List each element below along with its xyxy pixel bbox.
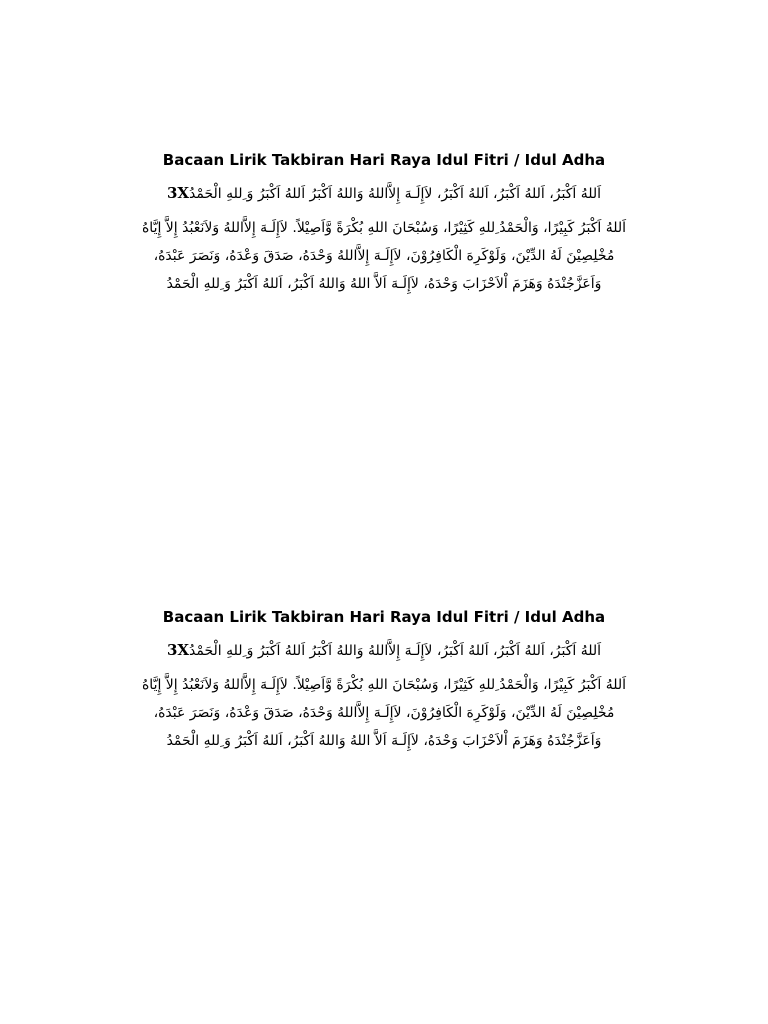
takbir-opening-line: [60, 636, 708, 665]
takbir-verse-line: وَاَعَزَّجُنْدَهُ وَهَزَمَ اْلاَحْزَابَ وَحْدَهُ، لاَإِلَـهَ اَلاَّ اللهُ وَاللهُ اَكْبَرُ، اَللهُ اَكْبَرُ وَ ِللهِ الْحَمْدُ: [166, 276, 602, 292]
takbir-verse-line: مُخْلِصِيْنَ لَهُ الدِّيْنَ، وَلَوْكَرِهَ الْكَافِرُوْنَ، لاَإِلَـهَ إِلاَّاللهُ وَحْدَهُ، صَدَقَ وَعْدَهُ، وَنَصَرَ عَبْدَهُ،: [153, 248, 615, 264]
takbir-verse-line: مُخْلِصِيْنَ لَهُ الدِّيْنَ، وَلَوْكَرِهَ الْكَافِرُوْنَ، لاَإِلَـهَ إِلاَّاللهُ وَحْدَهُ، صَدَقَ وَعْدَهُ، وَنَصَرَ عَبْدَهُ،: [153, 705, 615, 721]
repeat-count: 3X: [166, 184, 190, 202]
takbir-section-2: [60, 606, 708, 755]
takbir-verse-line: وَاَعَزَّجُنْدَهُ وَهَزَمَ اْلاَحْزَابَ وَحْدَهُ، لاَإِلَـهَ اَلاَّ اللهُ وَاللهُ اَكْبَرُ، اَللهُ اَكْبَرُ وَ ِللهِ الْحَمْدُ: [166, 733, 602, 749]
takbir-verse-line: اَللهُ اَكْبَرُ كَبِيْرًا، وَالْحَمْدُ ِللهِ كَثِيْرًا، وَسُبْحَانَ اللهِ بُكْرَةً وَّاَصِيْلاً. لاَإِلَـهَ إِلاَّاللهُ وَلاَنَعْبُدُ إِلاَّ إِيَّاهُ: [141, 677, 627, 693]
takbir-verse-line: اَللهُ اَكْبَرُ كَبِيْرًا، وَالْحَمْدُ ِللهِ كَثِيْرًا، وَسُبْحَانَ اللهِ بُكْرَةً وَّاَصِيْلاً. لاَإِلَـهَ إِلاَّاللهُ وَلاَنَعْبُدُ إِلاَّ إِيَّاهُ: [141, 220, 627, 236]
takbir-verse-block: [60, 671, 708, 755]
section-title: Bacaan Lirik Takbiran Hari Raya Idul Fitri / Idul Adha: [162, 608, 606, 626]
takbir-opening-text: اَللهُ اَكْبَرُ، اَللهُ اَكْبَرُ، اَللهُ اَكْبَرُ، لاَإِلَـهَ إِلاَّاللهُ وَاللهُ اَكْبَرُ اَللهُ اَكْبَرُ وَ ِللهِ الْحَمْدُ: [189, 643, 602, 659]
takbir-section-1: [60, 149, 708, 298]
takbir-verse-block: [60, 214, 708, 298]
repeat-count: 3X: [166, 641, 190, 659]
section-title: Bacaan Lirik Takbiran Hari Raya Idul Fitri / Idul Adha: [162, 151, 606, 169]
takbir-opening-line: [60, 179, 708, 208]
takbir-opening-text: اَللهُ اَكْبَرُ، اَللهُ اَكْبَرُ، اَللهُ اَكْبَرُ، لاَإِلَـهَ إِلاَّاللهُ وَاللهُ اَكْبَرُ اَللهُ اَكْبَرُ وَ ِللهِ الْحَمْدُ: [189, 186, 602, 202]
